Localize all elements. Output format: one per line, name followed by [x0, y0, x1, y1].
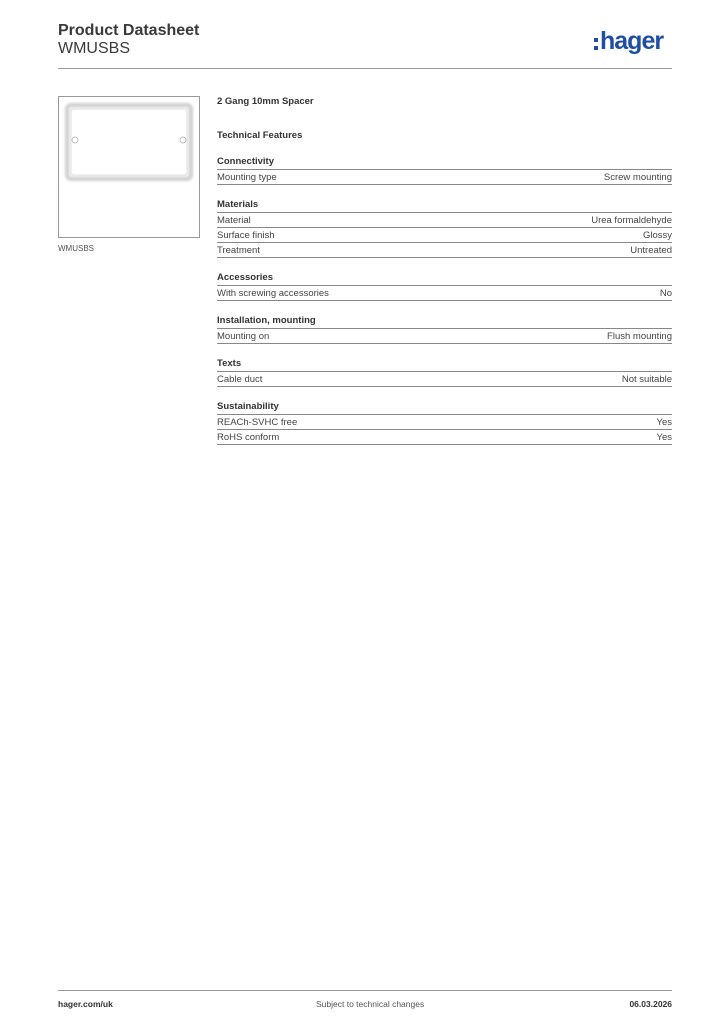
section-materials — [217, 199, 672, 258]
section-sustainability — [217, 401, 672, 445]
row-value: Not suitable — [621, 374, 672, 385]
table-row — [217, 213, 672, 228]
table-row — [217, 228, 672, 243]
section-title: Sustainability — [217, 401, 672, 415]
section-connectivity — [217, 156, 672, 185]
row-value: No — [659, 288, 672, 299]
table-row — [217, 329, 672, 344]
row-label: With screwing accessories — [217, 288, 329, 299]
hager-logo: hager — [600, 27, 664, 55]
row-label: Material — [217, 215, 251, 226]
row-value: Untreated — [630, 245, 672, 256]
section-title: Accessories — [217, 272, 672, 286]
row-label: Mounting type — [217, 172, 277, 183]
row-label: Treatment — [217, 245, 260, 256]
image-caption: WMUSBS — [58, 244, 94, 253]
row-value: Yes — [656, 417, 672, 428]
row-label: REACh-SVHC free — [217, 417, 298, 428]
footer-date: 06.03.2026 — [629, 999, 672, 1009]
row-value: Yes — [656, 432, 672, 443]
page-title: Product Datasheet — [58, 22, 200, 39]
section-title: Connectivity — [217, 156, 672, 170]
row-label: Mounting on — [217, 331, 270, 342]
footer-disclaimer: Subject to technical changes — [316, 999, 425, 1009]
section-title: Installation, mounting — [217, 315, 672, 329]
footer-website-link[interactable]: hager.com/uk — [58, 999, 113, 1009]
table-row — [217, 372, 672, 387]
row-label: Surface finish — [217, 230, 275, 241]
footer-divider — [58, 990, 672, 991]
technical-features-heading: Technical Features — [217, 130, 303, 141]
header-divider — [58, 68, 672, 69]
product-image — [58, 96, 200, 238]
datasheet-content — [217, 96, 672, 445]
row-label: Cable duct — [217, 374, 263, 385]
table-row — [217, 170, 672, 185]
table-row — [217, 243, 672, 258]
row-value: Flush mounting — [607, 331, 672, 342]
row-value: Urea formaldehyde — [591, 215, 672, 226]
hager-logo-icon — [594, 35, 598, 51]
table-row — [217, 415, 672, 430]
row-label: RoHS conform — [217, 432, 280, 443]
section-title: Materials — [217, 199, 672, 213]
section-title: Texts — [217, 358, 672, 372]
section-accessories — [217, 272, 672, 301]
table-row — [217, 430, 672, 445]
table-row — [217, 286, 672, 301]
product-name: 2 Gang 10mm Spacer — [217, 96, 314, 107]
row-value: Glossy — [642, 230, 672, 241]
product-code: WMUSBS — [58, 40, 130, 57]
section-installation — [217, 315, 672, 344]
row-value: Screw mounting — [603, 172, 672, 183]
section-texts — [217, 358, 672, 387]
spacer-plate-icon — [59, 97, 199, 237]
